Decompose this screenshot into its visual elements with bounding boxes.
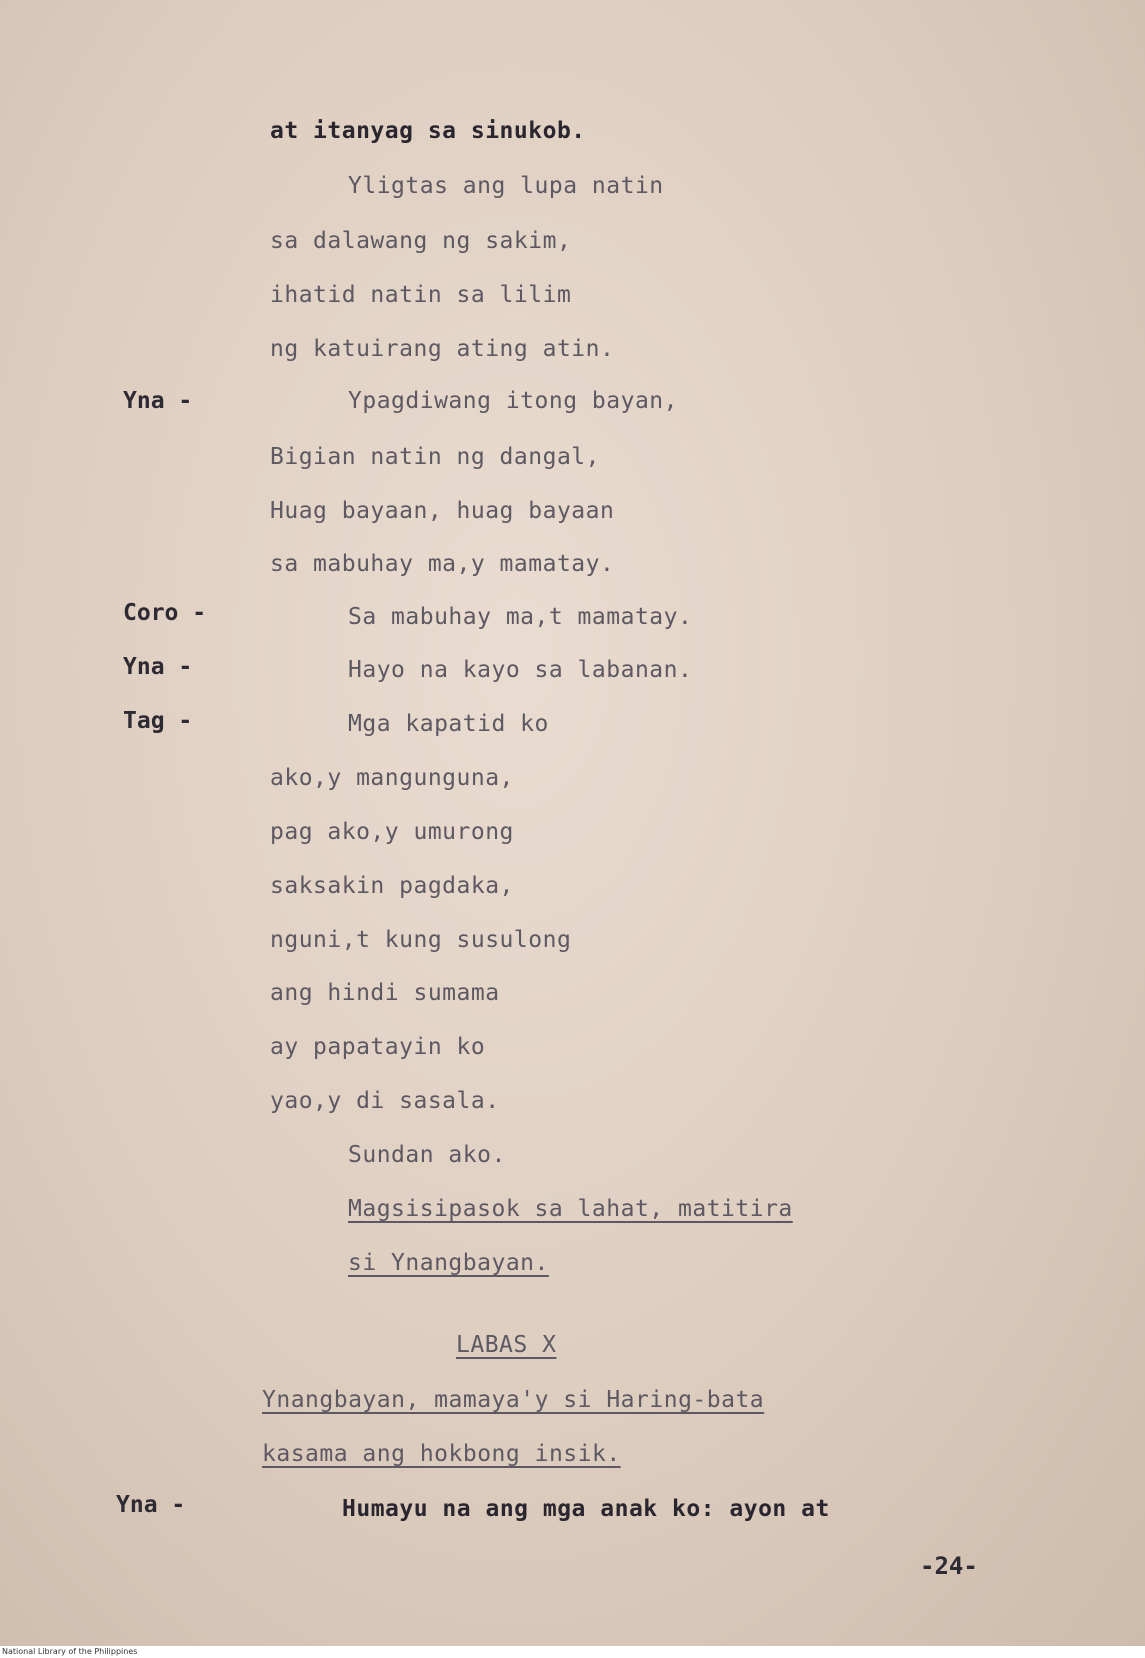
stage-direction: Ynangbayan, mamaya'y si Haring-bata bbox=[262, 1387, 765, 1413]
verse-line: Yligtas ang lupa natin bbox=[348, 173, 664, 199]
verse-line: Ypagdiwang itong bayan, bbox=[348, 388, 678, 414]
verse-line: pag ako,y umurong bbox=[270, 819, 514, 845]
verse-line: at itanyag sa sinukob. bbox=[270, 118, 586, 144]
verse-line: ako,y mangunguna, bbox=[270, 765, 514, 791]
verse-line: ng katuirang ating atin. bbox=[270, 336, 615, 362]
speaker-label-yna: Yna - bbox=[123, 654, 193, 680]
verse-line: sa dalawang ng sakim, bbox=[270, 228, 572, 254]
speaker-label-coro: Coro - bbox=[123, 600, 207, 626]
verse-line: saksakin pagdaka, bbox=[270, 873, 514, 899]
speaker-label-tag: Tag - bbox=[123, 708, 193, 734]
speaker-label-yna: Yna - bbox=[116, 1492, 186, 1518]
footer-bar bbox=[0, 1646, 1145, 1658]
verse-line: Mga kapatid ko bbox=[348, 711, 549, 737]
verse-line: Sa mabuhay ma,t mamatay. bbox=[348, 604, 693, 630]
speaker-label-yna: Yna - bbox=[123, 388, 193, 414]
verse-line: sa mabuhay ma,y mamatay. bbox=[270, 551, 615, 577]
verse-line: Sundan ako. bbox=[348, 1142, 506, 1168]
page-number: -24- bbox=[920, 1552, 978, 1580]
verse-line: ay papatayin ko bbox=[270, 1034, 486, 1060]
verse-line: nguni,t kung susulong bbox=[270, 927, 572, 953]
footer-credit: National Library of the Philippines bbox=[2, 1647, 138, 1656]
verse-line: Bigian natin ng dangal, bbox=[270, 444, 600, 470]
stage-direction: kasama ang hokbong insik. bbox=[262, 1441, 621, 1467]
verse-line: ang hindi sumama bbox=[270, 980, 500, 1006]
verse-line: Humayu na ang mga anak ko: ayon at bbox=[342, 1496, 830, 1522]
verse-line: Huag bayaan, huag bayaan bbox=[270, 498, 615, 524]
verse-line: yao,y di sasala. bbox=[270, 1088, 500, 1114]
stage-direction: si Ynangbayan. bbox=[348, 1250, 549, 1276]
verse-line: ihatid natin sa lilim bbox=[270, 282, 572, 308]
scene-heading: LABAS X bbox=[456, 1332, 557, 1358]
stage-direction: Magsisipasok sa lahat, matitira bbox=[348, 1196, 793, 1222]
verse-line: Hayo na kayo sa labanan. bbox=[348, 657, 693, 683]
